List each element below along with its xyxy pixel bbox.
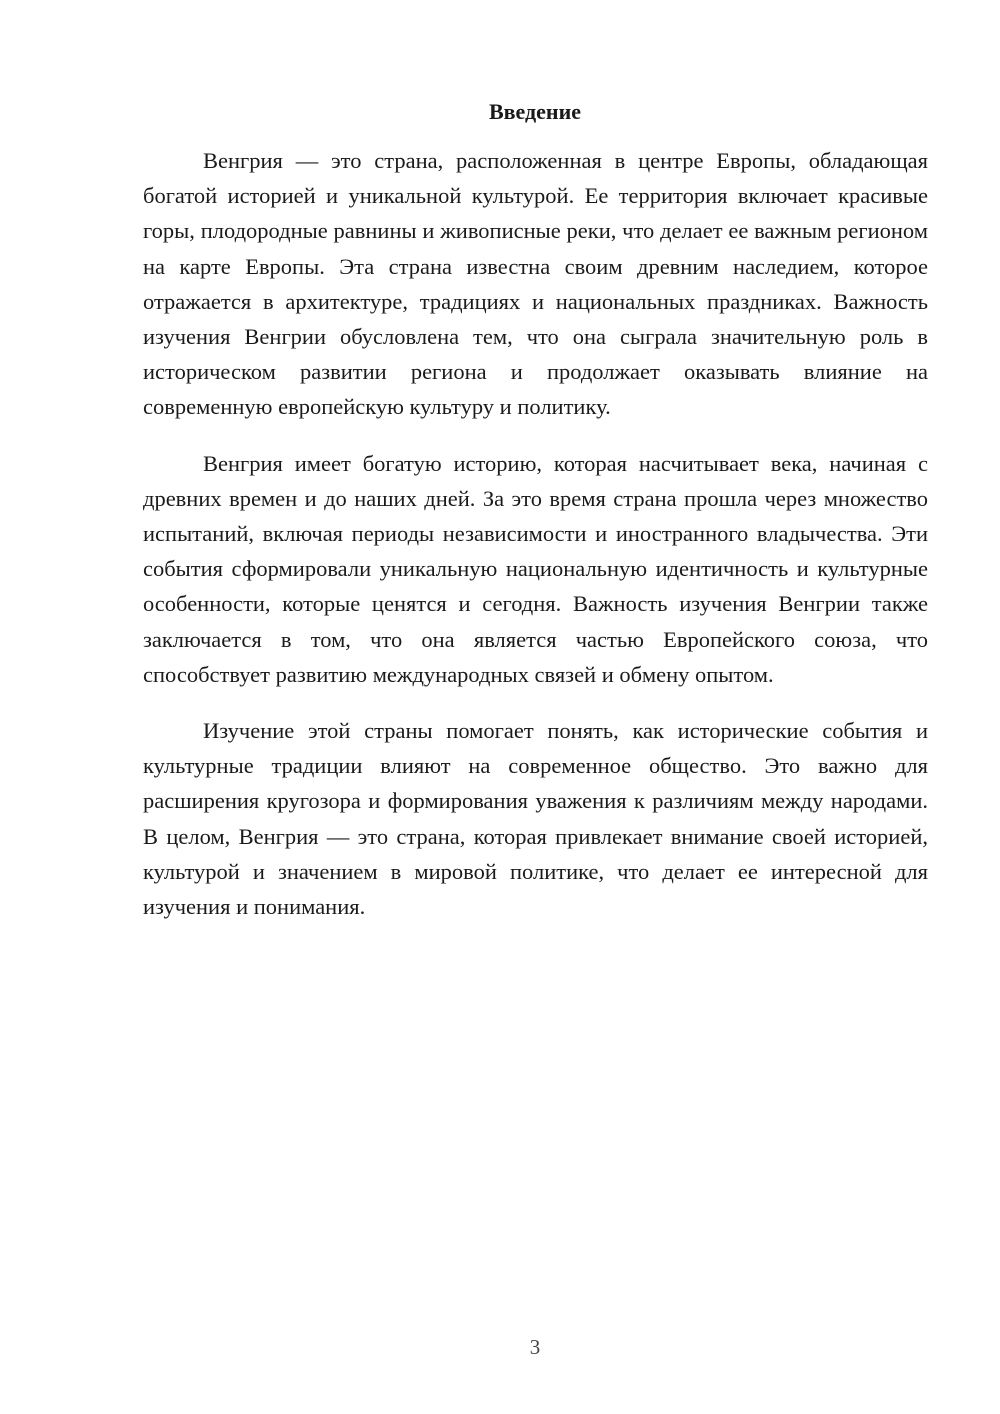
document-body <box>143 143 928 945</box>
paragraph-2: Венгрия имеет богатую историю, которая насчитывает века, начиная с древних времен и до наших дней. За это время страна прошла через множество испытаний, включая периоды независимости и иностранного владычества. Эти события сформировали уникальную национальную идентичность и культурные особенности, которые ценятся и сегодня. Важность изучения Венгрии также заключается в том, что она является частью Европейского союза, что способствует развитию международных связей и обмену опытом. <box>143 450 928 687</box>
paragraph-3: Изучение этой страны помогает понять, как исторические события и культурные традиции влияют на современное общество. Это важно для расширения кругозора и формирования уважения к различиям между народами. В целом, Венгрия — это страна, которая привлекает внимание своей историей, культурой и значением в мировой политике, что делает ее интересной для изучения и понимания. <box>143 718 928 920</box>
page-number: 3 <box>529 1335 541 1359</box>
section-heading: Введение <box>488 99 582 124</box>
paragraph-1: Венгрия — это страна, расположенная в центре Европы, обладающая богатой историей и уникальной культурой. Ее территория включает красивые горы, плодородные равнины и живописные реки, что делает ее важным регионом на карте Европы. Эта страна известна своим древним наследием, которое отражается в архитектуре, традициях и национальных праздниках. Важность изучения Венгрии обусловлена тем, что она сыграла значительную роль в историческом развитии региона и продолжает оказывать влияние на современную европейскую культуру и политику. <box>143 148 928 420</box>
